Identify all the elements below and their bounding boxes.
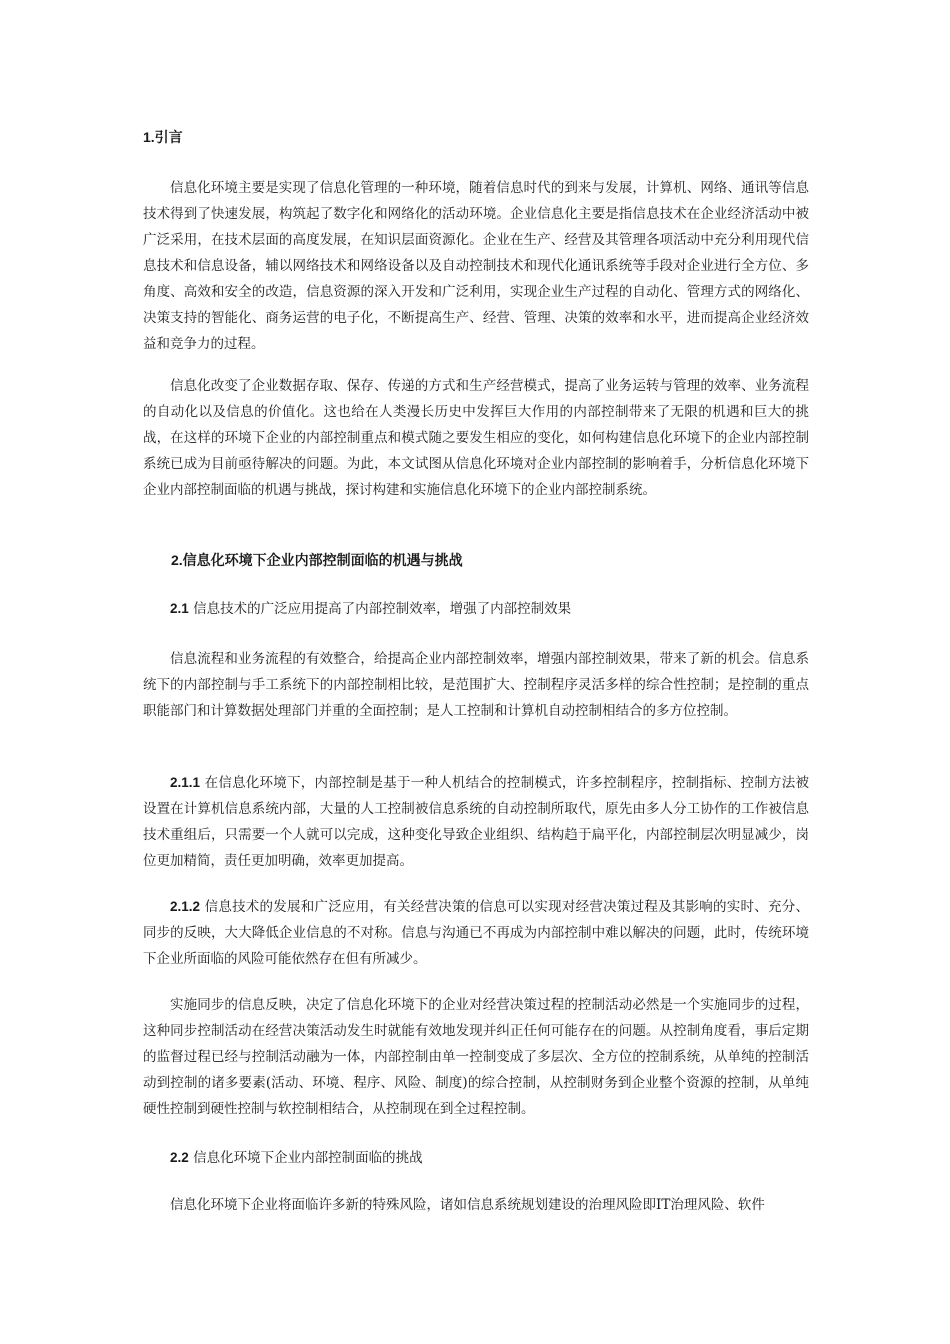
paragraph-2-2: 信息化环境下企业将面临许多新的特殊风险，诸如信息系统规划建设的治理风险即IT治理风险、软件 <box>170 1197 765 1213</box>
item-number: 2.1.1 <box>170 775 201 790</box>
section-heading-introduction: 1.引言 <box>143 129 183 145</box>
subsection-heading-2-2 <box>143 1148 836 1168</box>
subsection-title: 信息技术的广泛应用提高了内部控制效率，增强了内部控制效果 <box>193 601 572 617</box>
paragraph-sync-control: 实施同步的信息反映，决定了信息化环境下的企业对经营决策过程的控制活动必然是一个实施同步的过程，这种同步控制活动在经营决策活动发生时就能有效地发现并纠正任何可能存在的问题。从控制角度看，事后定期的监督过程已经与控制活动融为一体，内部控制由单一控制变成了多层次、全方位的控制系统，从单纯的控制活动到控制的诸多要素(活动、环境、程序、风险、制度)的综合控制，从控制财务到企业整个资源的控制，从单纯硬性控制到硬性控制与软控制相结合，从控制现在到全过程控制。 <box>143 997 809 1117</box>
item-text: 信息技术的发展和广泛应用，有关经营决策的信息可以实现对经营决策过程及其影响的实时、充分、同步的反映，大大降低企业信息的不对称。信息与沟通已不再成为内部控制中难以解决的问题，此时，传统环境下企业所面临的风险可能依然存在但有所减少。 <box>143 899 810 967</box>
paragraph-2-1: 信息流程和业务流程的有效整合，给提高企业内部控制效率，增强内部控制效果，带来了新的机会。信息系统下的内部控制与手工系统下的内部控制相比较，是范围扩大、控制程序灵活多样的综合性控制；是控制的重点职能部门和计算数据处理部门并重的全面控制；是人工控制和计算机自动控制相结合的多方位控制。 <box>143 651 809 719</box>
section-heading-opportunities-challenges: 2.信息化环境下企业内部控制面临的机遇与挑战 <box>171 552 463 568</box>
paragraph-intro-2: 信息化改变了企业数据存取、保存、传递的方式和生产经营模式，提高了业务运转与管理的效率、业务流程的自动化以及信息的价值化。这也给在人类漫长历史中发挥巨大作用的内部控制带来了无限的机遇和巨大的挑战，在这样的环境下企业的内部控制重点和模式随之要发生相应的变化，如何构建信息化环境下的企业内部控制系统已成为目前亟待解决的问题。为此，本文试图从信息化环境对企业内部控制的影响着手，分析信息化环境下企业内部控制面临的机遇与挑战，探讨构建和实施信息化环境下的企业内部控制系统。 <box>143 378 809 498</box>
paragraph-intro-1: 信息化环境主要是实现了信息化管理的一种环境，随着信息时代的到来与发展，计算机、网络、通讯等信息技术得到了快速发展，构筑起了数字化和网络化的活动环境。企业信息化主要是指信息技术在企业经济活动中被广泛采用，在技术层面的高度发展，在知识层面资源化。企业在生产、经营及其管理各项活动中充分利用现代信息技术和信息设备，辅以网络技术和网络设备以及自动控制技术和现代化通讯系统等手段对企业进行全方位、多角度、高效和安全的改造，信息资源的深入开发和广泛利用，实现企业生产过程的自动化、管理方式的网络化、决策支持的智能化、商务运营的电子化，不断提高生产、经营、管理、决策的效率和水平，进而提高企业经济效益和竞争力的过程。 <box>143 180 809 352</box>
item-text: 在信息化环境下，内部控制是基于一种人机结合的控制模式，许多控制程序，控制指标、控制方法被设置在计算机信息系统内部，大量的人工控制被信息系统的自动控制所取代，原先由多人分工协作的工作被信息技术重组后，只需要一个人就可以完成，这种变化导致企业组织、结构趋于扁平化，内部控制层次明显减少，岗位更加精简，责任更加明确，效率更加提高。 <box>143 775 810 869</box>
subsection-heading-2-1 <box>143 599 836 619</box>
paragraph-2-1-2 <box>143 894 809 972</box>
subsection-title: 信息化环境下企业内部控制面临的挑战 <box>193 1150 423 1166</box>
item-number: 2.1.2 <box>170 899 201 914</box>
subsection-number: 2.1 <box>170 601 189 616</box>
subsection-number: 2.2 <box>170 1150 189 1165</box>
paragraph-2-1-1 <box>143 770 809 874</box>
